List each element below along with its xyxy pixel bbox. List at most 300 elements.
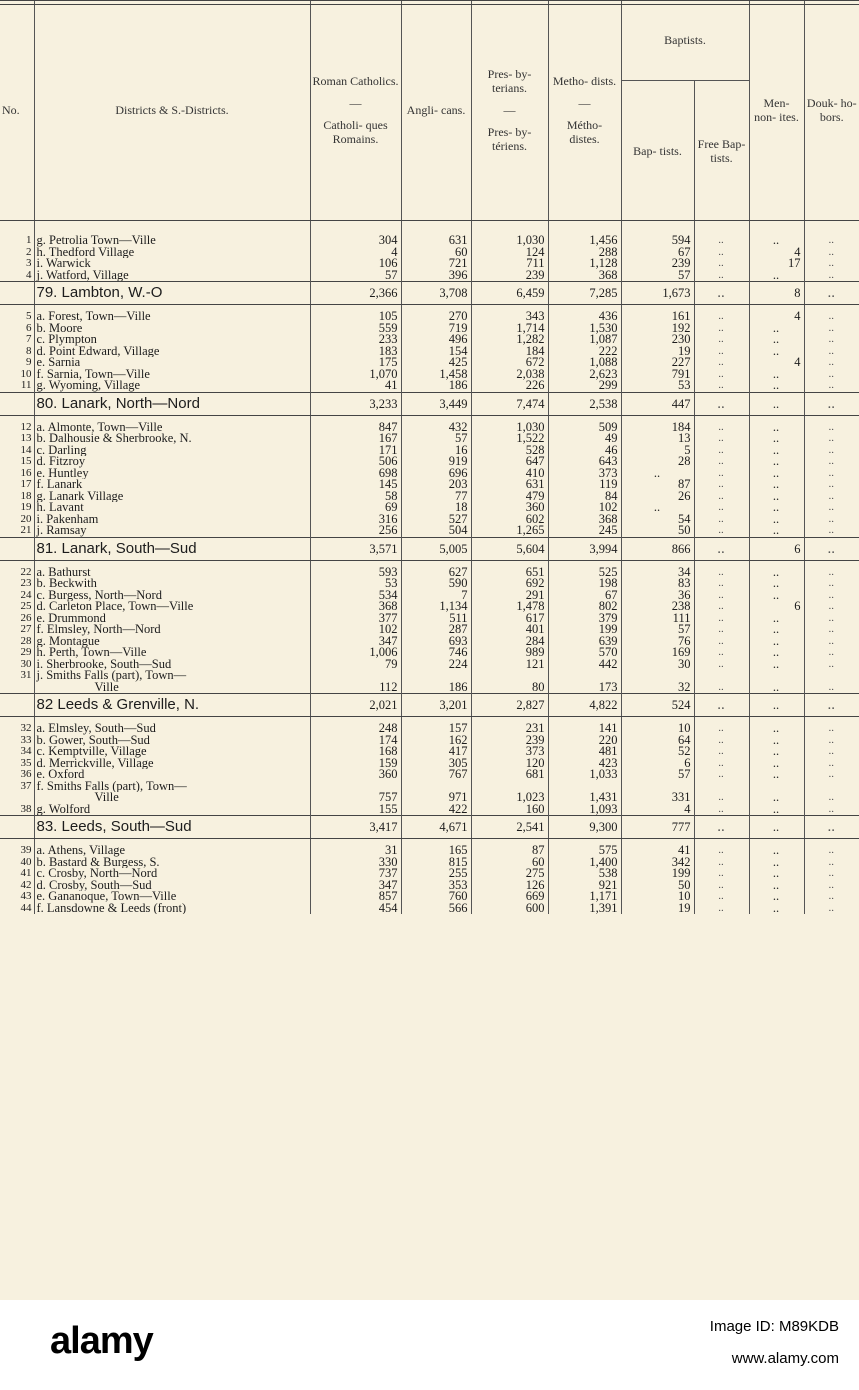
cell-bap: 36 [621, 590, 694, 602]
cell-men: .. [749, 636, 804, 648]
cell-men: 4 [749, 311, 804, 323]
cell-men: .. [749, 769, 804, 781]
cell-no: 20 [20, 513, 32, 525]
cell-meth: 245 [548, 525, 621, 537]
cell-free: .. [694, 323, 749, 335]
cell-rc: 4 [310, 247, 401, 259]
cell-bap: 76 [621, 636, 694, 648]
cell-free: .. [694, 857, 749, 869]
cell-bap: 791 [621, 369, 694, 381]
cell-ang: 186 [401, 380, 471, 392]
cell-men: .. [749, 502, 804, 514]
cell-name: f. Lansdowne & Leeds (front) [34, 903, 310, 915]
cell-pres: 1,478 [471, 601, 548, 613]
cell-meth: 141 [548, 723, 621, 735]
cell-ang: 721 [401, 258, 471, 270]
cell-ang: 566 [401, 903, 471, 915]
cell-no: 4 [26, 269, 32, 281]
cell-meth: 570 [548, 647, 621, 659]
cell-no: 43 [20, 891, 32, 902]
cell-name: a. Athens, Village [34, 845, 310, 857]
cell-men: .. [749, 845, 804, 857]
cell-men: .. [749, 422, 804, 434]
cell-ang: 287 [401, 624, 471, 636]
cell-pres: 681 [471, 769, 548, 781]
cell-name: e. Drummond [34, 613, 310, 625]
cell-douk: .. [804, 422, 859, 434]
cell-men: .. [749, 694, 804, 717]
cell-douk: .. [804, 735, 859, 747]
cell-pres: 373 [471, 746, 548, 758]
cell-bap: 50 [621, 525, 694, 537]
cell-rc: 155 [310, 804, 401, 816]
cell-free: .. [694, 311, 749, 323]
cell-rc: 57 [310, 270, 401, 282]
table-row [0, 247, 859, 259]
cell-pres: 2,038 [471, 369, 548, 381]
cell-men: .. [749, 682, 804, 694]
cell-douk: .. [804, 380, 859, 392]
cell-name: Ville [34, 792, 310, 804]
table-row [0, 891, 859, 903]
cell-pres: 989 [471, 647, 548, 659]
cell-douk: .. [804, 502, 859, 514]
table-row [0, 422, 859, 434]
cell-ang: 627 [401, 567, 471, 579]
cell-pres [471, 670, 548, 682]
cell-rc: 233 [310, 334, 401, 346]
cell-free: .. [694, 479, 749, 491]
cell-name: a. Forest, Town—Ville [34, 311, 310, 323]
cell-douk: .. [804, 723, 859, 735]
cell-douk: .. [804, 694, 859, 717]
cell-rc: 31 [310, 845, 401, 857]
cell-name: g. Montague [34, 636, 310, 648]
cell-ang: 270 [401, 311, 471, 323]
cell-name: i. Warwick [34, 258, 310, 270]
cell-men: .. [749, 514, 804, 526]
cell-no: 17 [20, 479, 32, 490]
cell-ang: 815 [401, 857, 471, 869]
cell-no: 5 [26, 311, 32, 322]
cell-no: 10 [20, 368, 32, 380]
cell-no: 34 [20, 746, 32, 757]
cell-douk: .. [804, 334, 859, 346]
cell-men: .. [749, 578, 804, 590]
cell-men: .. [749, 816, 804, 839]
cell-free: .. [694, 601, 749, 613]
cell-ang: 496 [401, 334, 471, 346]
cell-no: 33 [20, 734, 32, 746]
cell-men: .. [749, 270, 804, 282]
cell-men: .. [749, 346, 804, 358]
cell-no: 9 [26, 357, 32, 368]
cell-men: 8 [749, 282, 804, 305]
cell-pres: 184 [471, 346, 548, 358]
cell-name: b. Gower, South—Sud [34, 735, 310, 747]
cell-meth: 1,400 [548, 857, 621, 869]
cell-no: 38 [20, 803, 32, 815]
cell-pres: 401 [471, 624, 548, 636]
cell-free: .. [694, 468, 749, 480]
district-total-row [0, 694, 859, 717]
cell-no: 18 [20, 490, 32, 502]
cell-men: 6 [749, 601, 804, 613]
cell-name: i. Sherbrooke, South—Sud [34, 659, 310, 671]
table-row [0, 445, 859, 457]
cell-no: 29 [20, 647, 32, 658]
cell-rc: 167 [310, 433, 401, 445]
cell-ang: 57 [401, 433, 471, 445]
cell-douk: .. [804, 903, 859, 915]
cell-free: .. [694, 392, 749, 415]
cell-meth: 525 [548, 567, 621, 579]
cell-men: .. [749, 479, 804, 491]
table-row [0, 491, 859, 503]
cell-men: .. [749, 659, 804, 671]
cell-meth: 4,822 [548, 694, 621, 717]
cell-pres: 600 [471, 903, 548, 915]
cell-meth: 1,087 [548, 334, 621, 346]
district-total-row [0, 392, 859, 415]
cell-rc [310, 781, 401, 793]
cell-rc: 847 [310, 422, 401, 434]
cell-pres: 126 [471, 880, 548, 892]
cell-ang [401, 781, 471, 793]
cell-free: .. [694, 868, 749, 880]
cell-douk: .. [804, 769, 859, 781]
cell-men: .. [749, 433, 804, 445]
cell-no [0, 694, 34, 717]
table-row [0, 357, 859, 369]
cell-meth: 3,994 [548, 537, 621, 560]
cell-ang: 504 [401, 525, 471, 537]
cell-name: g. Wolford [34, 804, 310, 816]
cell-name: h. Perth, Town—Ville [34, 647, 310, 659]
cell-bap: .. [621, 502, 694, 514]
cell-bap: 238 [621, 601, 694, 613]
table-row [0, 567, 859, 579]
cell-ang: 165 [401, 845, 471, 857]
cell-meth: 509 [548, 422, 621, 434]
header-presbyterians: Pres- by- terians. — Pres- by- tériens. [471, 0, 548, 221]
cell-douk: .. [804, 682, 859, 694]
table-row [0, 502, 859, 514]
cell-meth: 1,530 [548, 323, 621, 335]
cell-meth: 802 [548, 601, 621, 613]
cell-free: .. [694, 891, 749, 903]
cell-rc: 347 [310, 636, 401, 648]
cell-no: 1 [26, 235, 32, 246]
cell-free: .. [694, 636, 749, 648]
cell-men: .. [749, 624, 804, 636]
cell-pres: 528 [471, 445, 548, 457]
table-row [0, 601, 859, 613]
header-roman-catholics: Roman Catholics. — Catholi- ques Romains. [310, 0, 401, 221]
cell-rc: 360 [310, 769, 401, 781]
cell-rc: 112 [310, 682, 401, 694]
cell-meth: 1,033 [548, 769, 621, 781]
cell-ang: 3,201 [401, 694, 471, 717]
table-row [0, 525, 859, 537]
cell-bap: 32 [621, 682, 694, 694]
cell-pres: 711 [471, 258, 548, 270]
cell-name: d. Carleton Place, Town—Ville [34, 601, 310, 613]
cell-no: 30 [20, 658, 32, 670]
cell-bap: 87 [621, 479, 694, 491]
table-row [0, 590, 859, 602]
cell-ang: 590 [401, 578, 471, 590]
cell-douk: .. [804, 456, 859, 468]
cell-men: .. [749, 334, 804, 346]
cell-free: .. [694, 433, 749, 445]
cell-free: .. [694, 567, 749, 579]
cell-ang: 693 [401, 636, 471, 648]
cell-no: 13 [20, 433, 32, 444]
table-row [0, 647, 859, 659]
cell-no: 44 [20, 902, 32, 914]
cell-free [694, 670, 749, 682]
cell-no: 14 [20, 444, 32, 456]
cell-bap [621, 781, 694, 793]
table-row [0, 346, 859, 358]
cell-men: .. [749, 746, 804, 758]
cell-douk: .. [804, 567, 859, 579]
cell-douk: .. [804, 392, 859, 415]
cell-pres: 1,030 [471, 235, 548, 247]
cell-douk: .. [804, 636, 859, 648]
cell-name: f. Elmsley, North—Nord [34, 624, 310, 636]
cell-rc: 41 [310, 380, 401, 392]
cell-name: j. Watford, Village [34, 270, 310, 282]
cell-no: 21 [20, 525, 32, 536]
cell-bap: 30 [621, 659, 694, 671]
cell-no [0, 792, 34, 804]
cell-meth: 119 [548, 479, 621, 491]
cell-pres: 5,604 [471, 537, 548, 560]
cell-douk: .. [804, 537, 859, 560]
cell-ang: 396 [401, 270, 471, 282]
cell-name: g. Lanark Village [34, 491, 310, 503]
cell-no: 41 [20, 868, 32, 879]
cell-ang: 696 [401, 468, 471, 480]
cell-name: f. Smiths Falls (part), Town— [34, 781, 310, 793]
cell-douk: .. [804, 311, 859, 323]
cell-no: 8 [26, 345, 32, 357]
cell-meth: 102 [548, 502, 621, 514]
cell-name: e. Huntley [34, 468, 310, 480]
cell-free: .. [694, 746, 749, 758]
cell-men: .. [749, 491, 804, 503]
cell-free: .. [694, 804, 749, 816]
cell-pres: 60 [471, 857, 548, 869]
cell-douk: .. [804, 659, 859, 671]
cell-name: e. Oxford [34, 769, 310, 781]
cell-bap: 19 [621, 903, 694, 915]
cell-pres: 239 [471, 735, 548, 747]
cell-no: 22 [20, 566, 32, 578]
cell-ang: 203 [401, 479, 471, 491]
cell-name: f. Lanark [34, 479, 310, 491]
cell-no: 28 [20, 635, 32, 647]
cell-men [749, 670, 804, 682]
cell-men: .. [749, 380, 804, 392]
cell-rc: 1,070 [310, 369, 401, 381]
cell-ang: 511 [401, 613, 471, 625]
cell-douk: .. [804, 323, 859, 335]
cell-bap: 19 [621, 346, 694, 358]
cell-name: d. Crosby, South—Sud [34, 880, 310, 892]
cell-meth: 373 [548, 468, 621, 480]
cell-douk: .. [804, 247, 859, 259]
table-row [0, 624, 859, 636]
cell-bap: 199 [621, 868, 694, 880]
cell-douk [804, 781, 859, 793]
table-body [0, 235, 859, 914]
cell-rc: 304 [310, 235, 401, 247]
cell-free: .. [694, 235, 749, 247]
cell-free: .. [694, 682, 749, 694]
cell-name: i. Pakenham [34, 514, 310, 526]
cell-men: .. [749, 445, 804, 457]
table-row [0, 735, 859, 747]
cell-bap: 1,673 [621, 282, 694, 305]
cell-douk: .. [804, 746, 859, 758]
cell-no: 27 [20, 624, 32, 635]
cell-ang: 305 [401, 758, 471, 770]
cell-rc: 347 [310, 880, 401, 892]
cell-meth: 288 [548, 247, 621, 259]
cell-free: .. [694, 502, 749, 514]
alamy-logo: alamy [50, 1320, 153, 1362]
table-row [0, 578, 859, 590]
cell-free: .. [694, 694, 749, 717]
cell-bap: 41 [621, 845, 694, 857]
cell-men: .. [749, 723, 804, 735]
cell-men: .. [749, 868, 804, 880]
cell-bap: 447 [621, 392, 694, 415]
cell-pres: 275 [471, 868, 548, 880]
cell-pres: 2,827 [471, 694, 548, 717]
cell-douk: .. [804, 601, 859, 613]
district-total-row [0, 537, 859, 560]
cell-pres: 284 [471, 636, 548, 648]
cell-name: d. Point Edward, Village [34, 346, 310, 358]
cell-bap: 5 [621, 445, 694, 457]
cell-men: .. [749, 567, 804, 579]
table-row [0, 659, 859, 671]
cell-meth: 368 [548, 514, 621, 526]
table-row [0, 380, 859, 392]
cell-rc: 3,417 [310, 816, 401, 839]
cell-douk: .. [804, 433, 859, 445]
cell-pres: 602 [471, 514, 548, 526]
table-row [0, 334, 859, 346]
table-row [0, 258, 859, 270]
cell-bap: 169 [621, 647, 694, 659]
cell-douk: .. [804, 816, 859, 839]
cell-ang: 186 [401, 682, 471, 694]
cell-men: .. [749, 891, 804, 903]
cell-meth: 222 [548, 346, 621, 358]
cell-free [694, 781, 749, 793]
cell-pres: 360 [471, 502, 548, 514]
cell-rc: 757 [310, 792, 401, 804]
cell-free: .. [694, 258, 749, 270]
cell-douk: .. [804, 758, 859, 770]
cell-free: .. [694, 491, 749, 503]
cell-men: 4 [749, 357, 804, 369]
table-row [0, 880, 859, 892]
cell-ang: 154 [401, 346, 471, 358]
cell-no: 36 [20, 769, 32, 780]
cell-ang [401, 670, 471, 682]
cell-no [0, 392, 34, 415]
table-row [0, 868, 859, 880]
cell-free: .. [694, 880, 749, 892]
cell-men: .. [749, 525, 804, 537]
cell-no: 11 [20, 380, 32, 391]
cell-pres [471, 781, 548, 793]
cell-pres: 160 [471, 804, 548, 816]
cell-free: .. [694, 514, 749, 526]
table-row [0, 369, 859, 381]
cell-pres: 87 [471, 845, 548, 857]
cell-pres: 479 [471, 491, 548, 503]
cell-men: 17 [749, 258, 804, 270]
cell-pres: 80 [471, 682, 548, 694]
cell-free: .. [694, 525, 749, 537]
cell-meth: 538 [548, 868, 621, 880]
table-row [0, 323, 859, 335]
cell-name: Ville [34, 682, 310, 694]
cell-no: 37 [20, 780, 32, 792]
header-free-baptists: Free Bap- tists. [694, 81, 749, 220]
cell-douk: .. [804, 258, 859, 270]
cell-bap: 28 [621, 456, 694, 468]
cell-ang: 432 [401, 422, 471, 434]
cell-free: .. [694, 247, 749, 259]
cell-free: .. [694, 845, 749, 857]
cell-meth: 921 [548, 880, 621, 892]
cell-pres: 1,265 [471, 525, 548, 537]
cell-douk: .. [804, 804, 859, 816]
table-row [0, 670, 859, 682]
cell-ang: 417 [401, 746, 471, 758]
cell-name: d. Merrickville, Village [34, 758, 310, 770]
table-row [0, 758, 859, 770]
cell-pres: 124 [471, 247, 548, 259]
cell-rc: 102 [310, 624, 401, 636]
cell-free: .. [694, 369, 749, 381]
cell-name: h. Lavant [34, 502, 310, 514]
cell-name: g. Petrolia Town—Ville [34, 235, 310, 247]
cell-free: .. [694, 903, 749, 915]
cell-meth: 643 [548, 456, 621, 468]
cell-ang: 60 [401, 247, 471, 259]
cell-men: .. [749, 857, 804, 869]
cell-no: 15 [20, 456, 32, 467]
cell-ang: 425 [401, 357, 471, 369]
cell-no: 39 [20, 845, 32, 856]
cell-douk: .. [804, 880, 859, 892]
cell-douk: .. [804, 525, 859, 537]
cell-free: .. [694, 380, 749, 392]
table-row [0, 903, 859, 915]
table-row [0, 857, 859, 869]
cell-douk: .. [804, 624, 859, 636]
cell-no: 26 [20, 612, 32, 624]
